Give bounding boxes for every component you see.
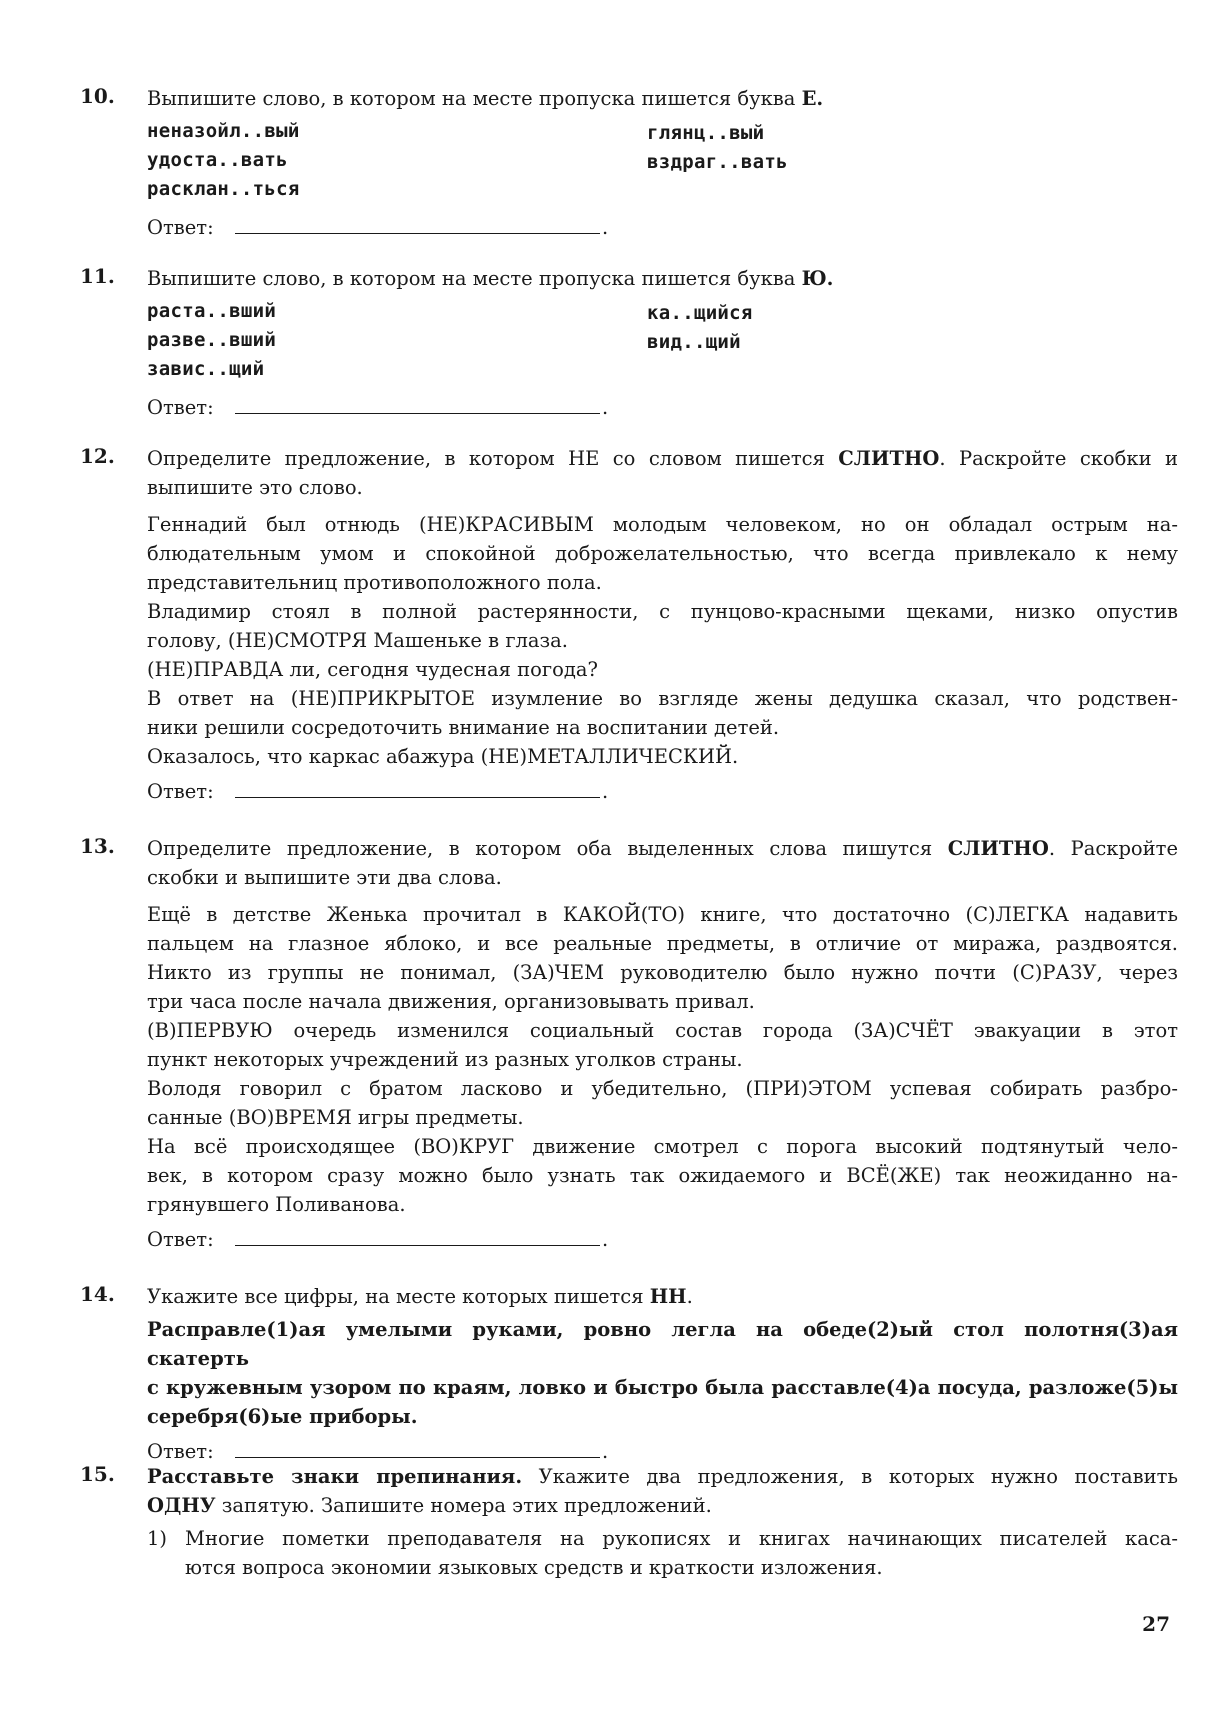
prompt-text: Выпишите слово, в котором на месте пропуска пишется буква: [147, 267, 796, 290]
sentence-line: ются вопроса экономии языковых средств и краткости изложения.: [185, 1556, 883, 1579]
task-prompt: [147, 834, 1178, 863]
option-list-right: [647, 119, 788, 177]
prompt-bold: СЛИТНО: [838, 447, 940, 470]
task-prompt: [147, 264, 1178, 293]
sentence-line: грянувшего Поливанова.: [147, 1193, 406, 1216]
sentence-line: ники решили сосредоточить внимание на воспитании детей.: [147, 716, 780, 739]
item-text: [185, 1524, 1178, 1582]
list-item: [147, 1524, 1178, 1582]
task-prompt-cont: скобки и выпишите эти два слова.: [147, 866, 502, 889]
page-number: 27: [1142, 1612, 1170, 1636]
prompt-bold: НН: [649, 1285, 687, 1308]
task-body: [147, 834, 1178, 1255]
prompt-bold: ОДНУ: [147, 1494, 216, 1517]
answer-label: Ответ:: [147, 1440, 214, 1463]
sentence-line: пункт некоторых учреждений из разных уголков страны.: [147, 1048, 743, 1071]
option: завис..щий: [147, 358, 265, 380]
task-body: [147, 84, 1178, 243]
option-list-left: [147, 117, 300, 204]
answer-period: .: [602, 1228, 609, 1251]
answer-line[interactable]: [147, 393, 1178, 423]
prompt-text: Определите предложение, в котором оба выделенных слова пишутся: [147, 837, 933, 860]
option: вид..щий: [647, 331, 741, 353]
answer-period: .: [602, 396, 609, 419]
task-prompt: [147, 1462, 1178, 1491]
option: неназойл..вый: [147, 120, 300, 142]
answer-period: .: [602, 1440, 609, 1463]
answer-label: Ответ:: [147, 216, 214, 239]
sentence-line: Многие пометки преподавателя на рукописях и книгах начинающих писателей каса-: [185, 1527, 1178, 1550]
task-body: [147, 1462, 1178, 1582]
option: вздраг..вать: [647, 151, 788, 173]
option: ка..щийся: [647, 302, 753, 324]
option-list-left: [147, 297, 276, 384]
prompt-text: . Раскройте скобки и: [939, 447, 1179, 470]
sentence-line: с кружевным узором по краям, ловко и быстро была расставле(4)а посуда, разложе(5)ы: [147, 1376, 1178, 1399]
answer-label: Ответ:: [147, 1228, 214, 1251]
prompt-letter: Ю.: [801, 267, 834, 290]
task-number: 12.: [80, 444, 115, 468]
task-number: 14.: [80, 1282, 115, 1306]
sentence-line: голову, (НЕ)СМОТРЯ Машеньке в глаза.: [147, 629, 569, 652]
option: удоста..вать: [147, 149, 288, 171]
prompt-text: . Раскройте: [1048, 837, 1178, 860]
sentence-line: три часа после начала движения, организовывать привал.: [147, 990, 755, 1013]
option: раста..вший: [147, 300, 277, 322]
option-list-right: [647, 299, 753, 357]
task-prompt: [147, 84, 1178, 113]
options: [147, 117, 1178, 207]
option: глянц..вый: [647, 122, 765, 144]
sentence-line: Ещё в детстве Женька прочитал в КАКОЙ(ТО) книге, что достаточно (С)ЛЕГКА надавить: [147, 903, 1178, 926]
option: расклан..ться: [147, 178, 300, 200]
answer-field[interactable]: [235, 233, 600, 234]
sentence-line: Расправле(1)ая умелыми руками, ровно легла на обеде(2)ый стол полотня(3)ая скатерть: [147, 1318, 1178, 1370]
sentence-line: (НЕ)ПРАВДА ли, сегодня чудесная погода?: [147, 658, 598, 681]
prompt-letter: Е.: [801, 87, 824, 110]
sentence-line: (В)ПЕРВУЮ очередь изменился социальный состав города (ЗА)СЧЁТ эвакуации в этот: [147, 1019, 1178, 1042]
sentence-line: санные (ВО)ВРЕМЯ игры предметы.: [147, 1106, 524, 1129]
sentence-line: пальцем на глазное яблоко, и все реальные предметы, в отличие от миража, раздвоятся.: [147, 932, 1178, 955]
sentence-line: Никто из группы не понимал, (ЗА)ЧЕМ руководителю было нужно почти (С)РАЗУ, через: [147, 961, 1178, 984]
task-body: [147, 1282, 1178, 1467]
prompt-bold: СЛИТНО: [947, 837, 1049, 860]
answer-period: .: [602, 780, 609, 803]
prompt-text: запятую. Запишите номера этих предложений.: [215, 1494, 712, 1517]
answer-field[interactable]: [235, 1245, 600, 1246]
answer-field[interactable]: [235, 1457, 600, 1458]
item-number: 1): [147, 1527, 168, 1550]
task-number: 11.: [80, 264, 115, 288]
prompt-text: Укажите все цифры, на месте которых пишется: [147, 1285, 644, 1308]
sentence-line: блюдательным умом и спокойной доброжелательностью, что всегда привлекало к нему: [147, 542, 1178, 565]
answer-label: Ответ:: [147, 396, 214, 419]
prompt-text: .: [686, 1285, 693, 1308]
sentence-line: век, в котором сразу можно было узнать так ожидаемого и ВСЁ(ЖЕ) так неожиданно на-: [147, 1164, 1178, 1187]
answer-line[interactable]: [147, 1225, 1178, 1255]
answer-label: Ответ:: [147, 780, 214, 803]
task-prompt: [147, 1282, 1178, 1311]
answer-line[interactable]: [147, 777, 1178, 807]
answer-field[interactable]: [235, 797, 600, 798]
prompt-text: Выпишите слово, в котором на месте пропуска пишется буква: [147, 87, 796, 110]
task-number: 10.: [80, 84, 115, 108]
answer-field[interactable]: [235, 413, 600, 414]
task-prompt-cont: выпишите это слово.: [147, 476, 363, 499]
sentence-line: представительниц противоположного пола.: [147, 571, 602, 594]
answer-line[interactable]: [147, 213, 1178, 243]
task-prompt: [147, 444, 1178, 473]
task-number: 13.: [80, 834, 115, 858]
task-prompt-cont: [147, 1491, 1178, 1520]
sentence-line: На всё происходящее (ВО)КРУГ движение смотрел с порога высокий подтянутый чело-: [147, 1135, 1178, 1158]
sentence-line: В ответ на (НЕ)ПРИКРЫТОЕ изумление во взгляде жены дедушка сказал, что родствен-: [147, 687, 1178, 710]
sentence-line: Оказалось, что каркас абажура (НЕ)МЕТАЛЛИЧЕСКИЙ.: [147, 745, 739, 768]
prompt-text: Определите предложение, в котором НЕ со словом пишется: [147, 447, 825, 470]
sentence-line: Володя говорил с братом ласково и убедительно, (ПРИ)ЭТОМ успевая собирать разбро-: [147, 1077, 1178, 1100]
task-body: [147, 264, 1178, 423]
prompt-text: Укажите два предложения, в которых нужно поставить: [522, 1465, 1178, 1488]
option: разве..вший: [147, 329, 277, 351]
sentence-line: серебря(6)ые приборы.: [147, 1405, 418, 1428]
options: [147, 297, 1178, 387]
task-body: [147, 444, 1178, 807]
sentence-line: Владимир стоял в полной растерянности, с пунцово-красными щеками, низко опустив: [147, 600, 1178, 623]
prompt-bold: Расставьте знаки препинания.: [147, 1465, 523, 1488]
sentence-line: Геннадий был отнюдь (НЕ)КРАСИВЫМ молодым человеком, но он обладал острым на-: [147, 513, 1178, 536]
task-number: 15.: [80, 1462, 115, 1486]
answer-period: .: [602, 216, 609, 239]
